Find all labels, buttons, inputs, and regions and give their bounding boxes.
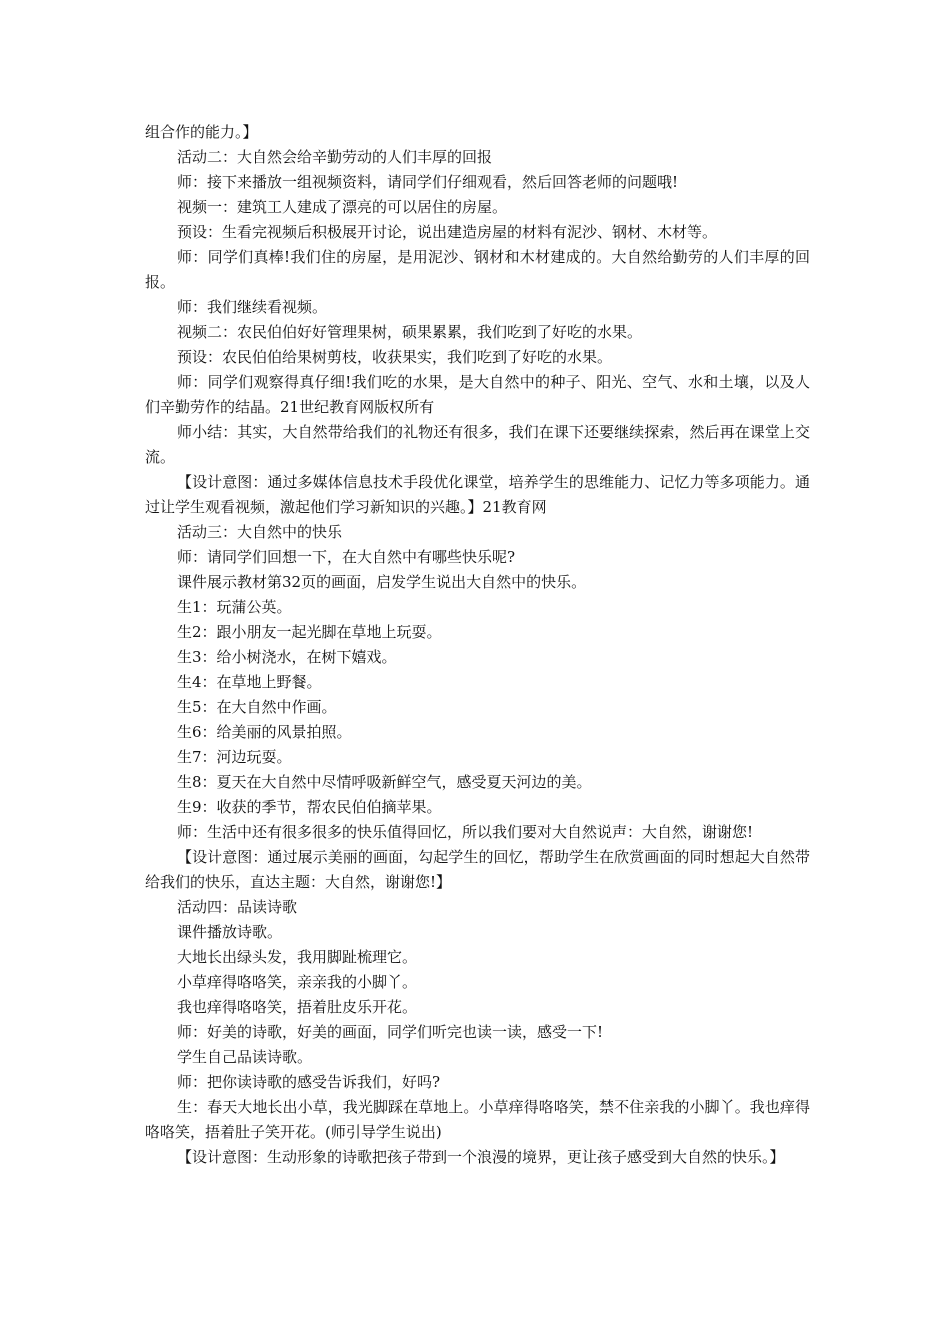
paragraph: 师：我们继续看视频。 (177, 298, 328, 316)
activity-heading: 活动二：大自然会给辛勤劳动的人们丰厚的回报 (177, 148, 493, 166)
student-answer: 生8：夏天在大自然中尽情呼吸新鲜空气，感受夏天河边的美。 (177, 773, 592, 791)
paragraph: 师：请同学们回想一下，在大自然中有哪些快乐呢? (177, 548, 516, 566)
student-answer: 生1：玩蒲公英。 (177, 598, 292, 616)
paragraph: 师：接下来播放一组视频资料，请同学们仔细观看，然后回答老师的问题哦! (177, 173, 679, 191)
paragraph: 师小结：其实，大自然带给我们的礼物还有很多，我们在课下还要继续探索，然后再在课堂上交流。 (145, 423, 810, 466)
paragraph: 学生自己品读诗歌。 (177, 1048, 313, 1066)
paragraph: 师：把你读诗歌的感受告诉我们，好吗? (177, 1073, 441, 1091)
poem-line: 小草痒得咯咯笑，亲亲我的小脚丫。 (177, 973, 418, 991)
paragraph: 师：好美的诗歌，好美的画面，同学们听完也读一读，感受一下! (177, 1023, 604, 1041)
student-answer: 生5：在大自然中作画。 (177, 698, 337, 716)
student-answer: 生9：收获的季节，帮农民伯伯摘苹果。 (177, 798, 442, 816)
student-answer: 生6：给美丽的风景拍照。 (177, 723, 352, 741)
document-body (145, 120, 810, 1170)
student-answer: 生7：河边玩耍。 (177, 748, 292, 766)
poem-line: 大地长出绿头发，我用脚趾梳理它。 (177, 948, 418, 966)
student-answer: 生2：跟小朋友一起光脚在草地上玩耍。 (177, 623, 442, 641)
design-intent-note: 【设计意图：生动形象的诗歌把孩子带到一个浪漫的境界，更让孩子感受到大自然的快乐。】 (177, 1148, 785, 1166)
design-intent-note: 【设计意图：通过多媒体信息技术手段优化课堂，培养学生的思维能力、记忆力等多项能力。通过让学生观看视频，激起他们学习新知识的兴趣。】21教育网 (145, 473, 810, 516)
paragraph: 预设：农民伯伯给果树剪枝，收获果实，我们吃到了好吃的水果。 (177, 348, 613, 366)
paragraph: 预设：生看完视频后积极展开讨论，说出建造房屋的材料有泥沙、钢材、木材等。 (177, 223, 718, 241)
student-answer: 生4：在草地上野餐。 (177, 673, 322, 691)
student-answer: 生3：给小树浇水，在树下嬉戏。 (177, 648, 397, 666)
paragraph: 组合作的能力。】 (145, 123, 258, 141)
paragraph: 视频二：农民伯伯好好管理果树，硕果累累，我们吃到了好吃的水果。 (177, 323, 643, 341)
design-intent-note: 【设计意图：通过展示美丽的画面，勾起学生的回忆，帮助学生在欣赏画面的同时想起大自然带给我们的快乐，直达主题：大自然，谢谢您!】 (145, 848, 810, 891)
paragraph: 师：生活中还有很多很多的快乐值得回忆，所以我们要对大自然说声：大自然，谢谢您! (177, 823, 754, 841)
paragraph: 视频一：建筑工人建成了漂亮的可以居住的房屋。 (177, 198, 508, 216)
paragraph: 课件播放诗歌。 (177, 923, 283, 941)
activity-heading: 活动三：大自然中的快乐 (177, 523, 343, 541)
activity-heading: 活动四：品读诗歌 (177, 898, 298, 916)
poem-line: 我也痒得咯咯笑，捂着肚皮乐开花。 (177, 998, 418, 1016)
paragraph: 师：同学们观察得真仔细!我们吃的水果，是大自然中的种子、阳光、空气、水和土壤，以及人们辛勤劳作的结晶。21世纪教育网版权所有 (145, 373, 810, 416)
paragraph: 生：春天大地长出小草，我光脚踩在草地上。小草痒得咯咯笑，禁不住亲我的小脚丫。我也痒得咯咯笑，捂着肚子笑开花。(师引导学生说出) (145, 1098, 810, 1141)
paragraph: 师：同学们真棒!我们住的房屋，是用泥沙、钢材和木材建成的。大自然给勤劳的人们丰厚的回报。 (145, 248, 810, 291)
paragraph: 课件展示教材第32页的画面，启发学生说出大自然中的快乐。 (177, 573, 587, 591)
